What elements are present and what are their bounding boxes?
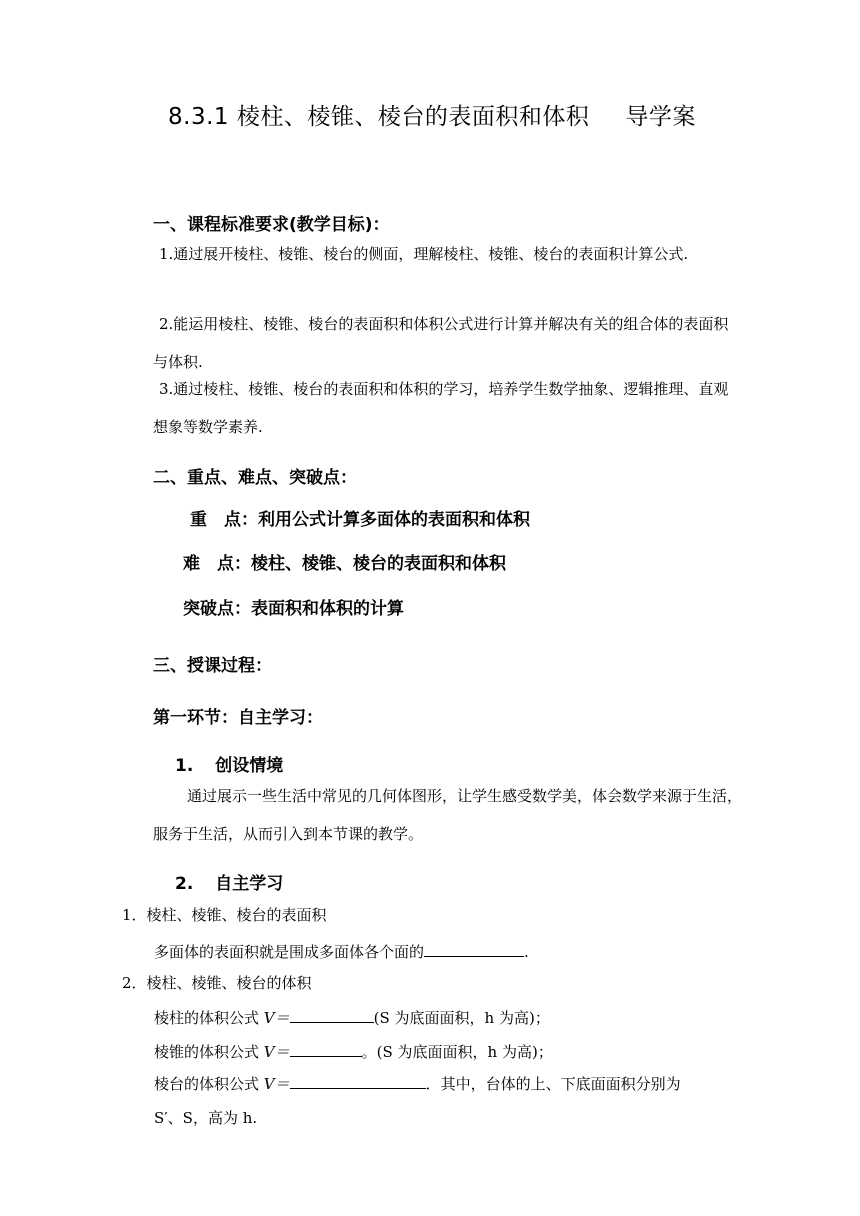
title-main: 8.3.1 棱柱、棱锥、棱台的表面积和体积 [168,104,590,130]
item2-number: 2. [175,874,194,894]
pyramid-var: V＝ [263,1043,290,1061]
goal-1: 1.通过展开棱柱、棱锥、棱台的侧面，理解棱柱、棱锥、棱台的表面积计算公式. [159,245,689,263]
frustum-volume [154,1072,681,1094]
pyramid-note: 。(S 为底面面积，h 为高)； [361,1043,553,1061]
stage1-heading: 第一环节：自主学习： [153,708,323,728]
item1-heading [175,751,283,776]
key-point: 重 点：利用公式计算多面体的表面积和体积 [190,510,530,530]
goal-2: 2.能运用棱柱、棱锥、棱台的表面积和体积公式进行计算并解决有关的组合体的表面积与体积. [153,315,729,371]
prism-note: (S 为底面面积，h 为高)； [373,1009,550,1027]
item2-heading [175,869,283,894]
pyramid-label: 棱锥的体积公式 [154,1043,260,1061]
item1-number: 1. [175,756,194,776]
blank-prism-volume[interactable] [290,1006,374,1023]
q1-text [154,940,529,962]
q1-heading: 1．棱柱、棱锥、棱台的表面积 [122,906,327,924]
q1-text-before: 多面体的表面积就是围成多面体各个面的 [154,943,425,961]
blank-pyramid-volume[interactable] [290,1040,362,1057]
section1-heading: 一、课程标准要求(教学目标)： [153,215,390,235]
frustum-note: ．其中，台体的上、下底面面积分别为 [425,1075,681,1093]
frustum-line2: S′、S，高为 h. [154,1109,258,1127]
q2-heading: 2．棱柱、棱锥、棱台的体积 [122,974,312,992]
prism-var: V＝ [263,1009,290,1027]
item1-text: 通过展示一些生活中常见的几何体图形，让学生感受数学美，体会数学来源于生活，服务于生活，从而引入到本节课的教学。 [153,787,743,843]
item2-label: 自主学习 [215,874,284,894]
q1-text-after: . [524,943,529,961]
frustum-var: V＝ [263,1075,290,1093]
breakthrough-point: 突破点：表面积和体积的计算 [183,599,404,619]
page-title [168,98,696,131]
difficult-point: 难 点：棱柱、棱锥、棱台的表面积和体积 [183,554,506,574]
blank-surface-area[interactable] [424,940,524,957]
frustum-label: 棱台的体积公式 [154,1075,260,1093]
title-suffix: 导学案 [625,104,696,130]
prism-volume [154,1006,550,1028]
item1-label: 创设情境 [215,756,284,776]
prism-label: 棱柱的体积公式 [154,1009,260,1027]
section3-heading: 三、授课过程： [153,656,272,676]
blank-frustum-volume[interactable] [290,1072,426,1089]
section2-heading: 二、重点、难点、突破点： [153,468,357,488]
goal-3: 3.通过棱柱、棱锥、棱台的表面积和体积的学习，培养学生数学抽象、逻辑推理、直观想象等数学素养. [153,380,729,436]
pyramid-volume [154,1040,553,1062]
